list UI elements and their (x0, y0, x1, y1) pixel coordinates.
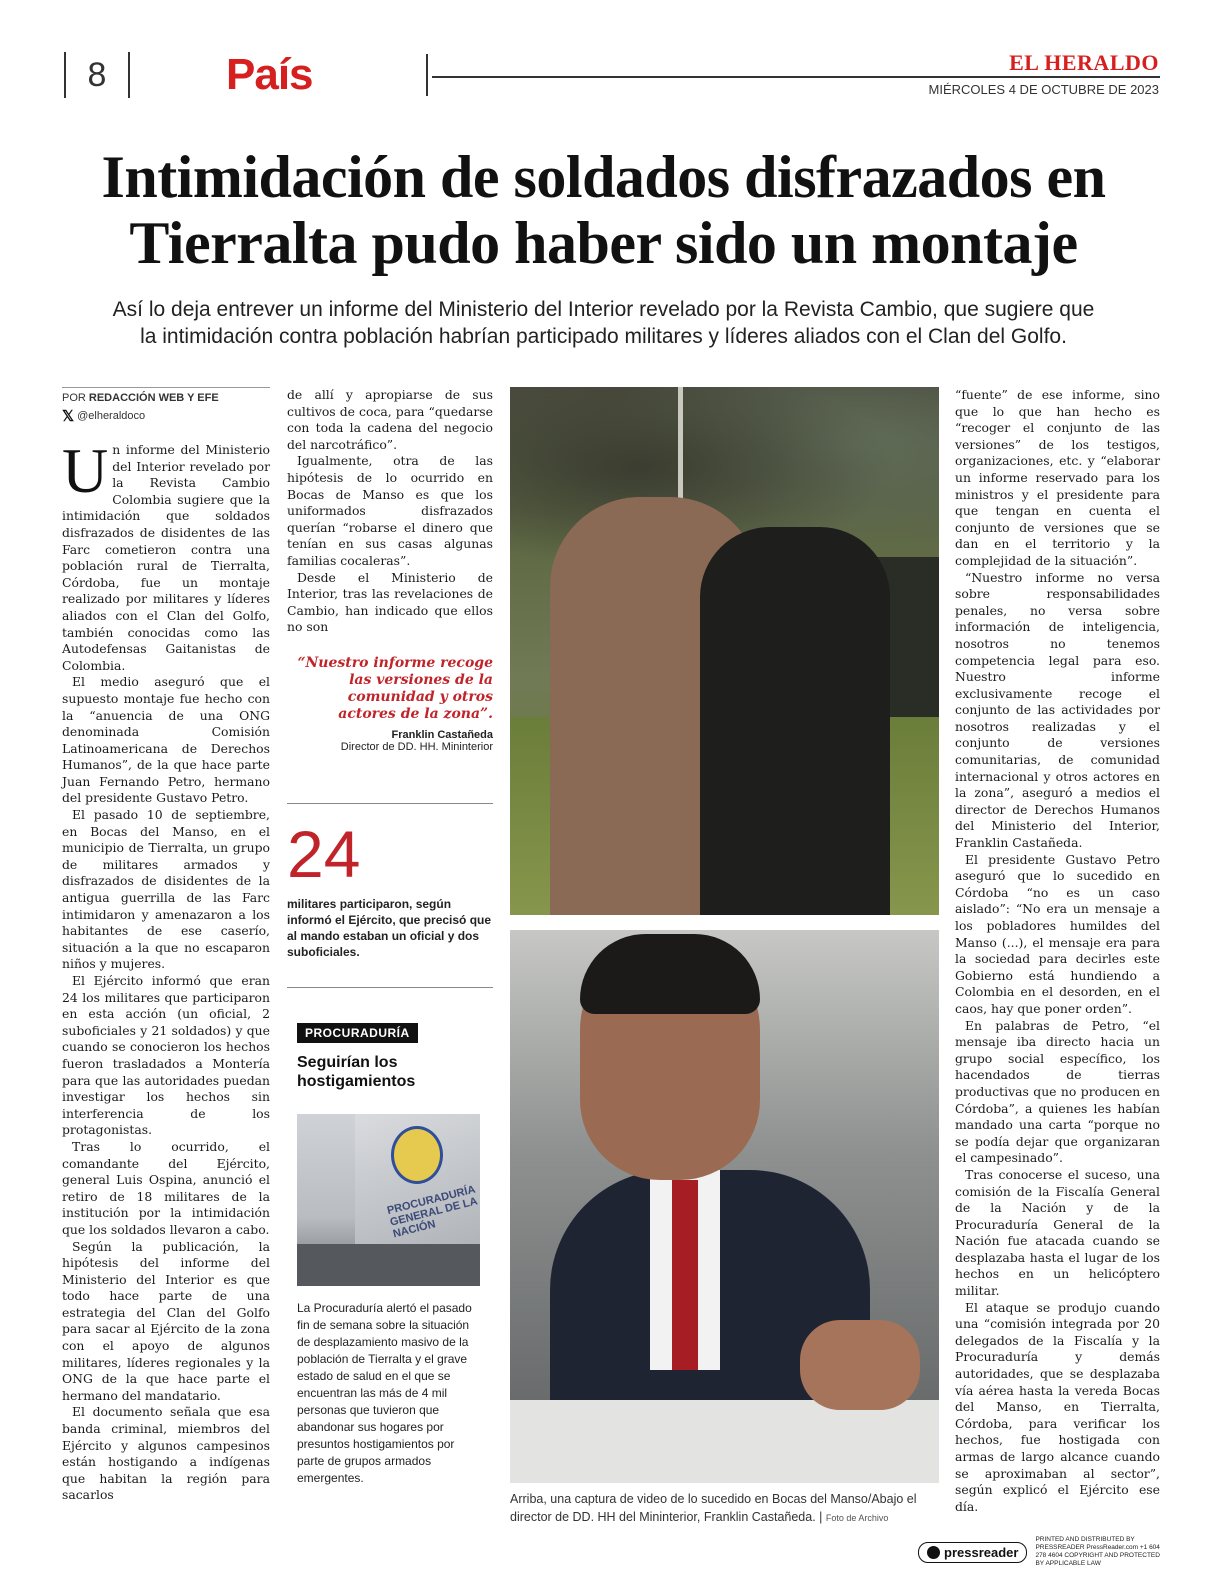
header-divider (426, 54, 428, 96)
deck-line-2: la intimidación contra población habrían participado militares y líderes aliados con el Clan del Golfo. (140, 325, 1067, 348)
drop-cap: U (62, 435, 109, 506)
photo-uniformed-man (700, 527, 890, 915)
paragraph: de allí y apropiarse de sus cultivos de coca, para “quedarse con toda la cadena del negocio del narcotráfico”. (287, 387, 493, 452)
sidebar-box (297, 1022, 480, 1485)
pull-quote-text: “Nuestro informe recoge las versiones de la comunidad y otros actores de la zona”. (297, 655, 493, 722)
stat-divider-bottom (287, 987, 493, 988)
paragraph: “Nuestro informe no versa sobre responsabilidades penales, no versa sobre información de inteligencia, nosotros no tenemos competencia legal para eso. Nuestro informe exclusivamente recoge el conjunto de las actividades por nosotros realizadas y el conjunto de versiones comunitarias, de comunidad internacional y otros actores en la zona”, aseguró a medios el director de Derechos Humanos del Ministerio del Interior, Franklin Castañeda. (955, 569, 1160, 851)
headline-line-1: Intimidación de soldados disfrazados en (101, 144, 1106, 210)
paragraph: Tras conocerse el suceso, una comisión de la Fiscalía General de la Nación y de la Procuraduría General de la Nación fue atacada cuando se desplazaba hasta el lugar de los hechos en un helicóptero militar. (955, 1166, 1160, 1299)
pressreader-brand: pressreader (944, 1544, 1019, 1560)
paragraph: El pasado 10 de septiembre, en Bocas del Manso, en el municipio de Tierralta, un grupo de militares armados y disfrazados de disidentes de la antigua guerrilla de las Farc intimidaron y amenazaron a los habitantes de ese caserío, situación a la que no escaparon niños y mujeres. (62, 807, 270, 972)
masthead-logo: EL HERALDO (1009, 50, 1159, 75)
pull-quote-role: Director de DD. HH. Mininterior (340, 741, 493, 753)
paragraph: Un informe del Ministerio del Interior revelado por la Revista Cambio Colombia sugiere que la intimidación que soldados disfrazados de disidentes de las Farc cometieron contra una población rural de Tierralta, Córdoba, fue un montaje realizado por militares y líderes aliados con el Clan del Golfo, también conocidas como las Autodefensas Gaitanistas de Colombia. (62, 435, 270, 673)
byline-handle-row (62, 407, 270, 425)
paragraph: El ataque se produjo cuando una “comisión integrada por 20 delegados de la Fiscalía y la Procuraduría y demás autoridades, que se desplazaba vía aérea hasta la vereda Bocas del Manso, en Tierralta, Córdoba, para verificar los hechos, fue hostigada con armas de largo alcance cuando se aproximaban al sector”, según explicó el Ejército ese día. (955, 1299, 1160, 1514)
byline (62, 387, 270, 425)
photo-sign-text: PROCURADURÍA GENERAL DE LA NACIÓN (385, 1183, 479, 1241)
paragraph: “fuente” de ese informe, sino que lo que han hecho es “recoger el conjunto de las versiones” de los testigos, organizaciones, etc. y “elaborar un informe reservado para los ministros y el presidente para que tengan en cuenta el conjunto de versiones que se dan en el territorio y la complejidad de la situación”. (955, 387, 1160, 568)
x-logo-icon: 𝕏 (62, 408, 75, 425)
pull-quote (287, 655, 493, 753)
headline-line-2: Tierralta pudo haber sido un montaje (129, 210, 1078, 276)
coat-of-arms-icon (391, 1126, 443, 1184)
photo-floor (297, 1244, 480, 1286)
page-number: 8 (64, 52, 130, 98)
deck (40, 296, 1167, 350)
section-title: País (226, 50, 313, 99)
pressreader-footer (918, 1536, 1165, 1568)
article-column-3 (955, 387, 1160, 1515)
photo-hair (580, 934, 760, 1014)
byline-prefix: POR (62, 392, 86, 404)
paragraph: El Ejército informó que eran 24 los militares que participaron en esta acción (un oficial, 2 suboficiales y 21 soldados) y que cuando se conocieron los hechos fueron trasladados a Montería para que las autoridades puedan investigar los hechos sin interferencia de los protagonistas. (62, 973, 270, 1138)
issue-date: MIÉRCOLES 4 DE OCTUBRE DE 2023 (928, 82, 1159, 97)
stat-divider-top (287, 803, 493, 804)
sidebar-label: PROCURADURÍA (297, 1023, 418, 1043)
paragraph: En palabras de Petro, “el mensaje iba directo hacia un grupo social específico, los hacendados de tierras productivas que no producen en Córdoba”, a quienes les habían mandado una carta “porque no se podía dejar que organizaran el campesinado”. (955, 1017, 1160, 1166)
pressreader-note: PRINTED AND DISTRIBUTED BY PRESSREADER PressReader.com +1 604 278 4604 COPYRIGHT AND PROTECTED BY APPLICABLE LAW (1035, 1536, 1160, 1567)
paragraph: Tras lo ocurrido, el comandante del Ejército, general Luis Ospina, anunció el retiro de 18 militares de la institución por la intimidación que los soldados llevaron a cabo. (62, 1138, 270, 1237)
video-capture-photo (510, 387, 939, 915)
paragraph: Según la publicación, la hipótesis del informe del Ministerio del Interior es que todo hace parte de una estrategia del Clan del Golfo para sacar al Ejército de la zona con el apoyo de algunos militares, líderes regionales y la ONG de la que hace parte el hermano del mandatario. (62, 1238, 270, 1403)
headline (40, 144, 1167, 276)
procuraduria-building-photo (297, 1114, 480, 1286)
caption-credit: Foto de Archivo (825, 1513, 889, 1523)
sidebar-body: La Procuraduría alertó el pasado fin de semana sobre la situación de desplazamiento masivo de la población de Tierralta y el grave estado de salud en el que se encuentran las más de 4 mil personas que tuvieron que abandonar sus hogares por presuntos hostigamientos por parte de grupos armados emergentes. (297, 1301, 472, 1485)
photo-tie (672, 1180, 698, 1370)
article-column-2 (287, 387, 493, 636)
paragraph: El medio aseguró que el supuesto montaje fue hecho con la “anuencia de una ONG denominada Comisión Latinoamericana de Derechos Humanos”, de la que hace parte Juan Fernando Petro, hermano del presidente Gustavo Petro. (62, 674, 270, 806)
sidebar-title: Seguirían los hostigamientos (297, 1054, 416, 1090)
photo-table (510, 1400, 939, 1483)
byline-handle: @elheraldoco (77, 410, 146, 422)
article-column-1 (62, 435, 270, 1504)
page-header (0, 0, 1207, 110)
deck-line-1: Así lo deja entrever un informe del Ministerio del Interior revelado por la Revista Cambio, que sugiere que (112, 298, 1095, 321)
pull-quote-author: Franklin Castañeda (391, 729, 493, 741)
stat-number: 24 (287, 817, 361, 891)
paragraph: Igualmente, otra de las hipótesis de lo ocurrido en Bocas de Manso es que los uniformados disfrazados querían “robarse el dinero que tenían en sus casas algunas familias cocaleras”. (287, 453, 493, 568)
stat-text: militares participaron, según informó el Ejército, que precisó que al mando estaban un oficial y dos suboficiales. (287, 897, 492, 959)
caption-text: Arriba, una captura de video de lo sucedido en Bocas del Manso/Abajo el director de DD. HH del Mininterior, Franklin Castañeda. | (510, 1492, 917, 1524)
paragraph: El documento señala que esa banda criminal, miembros del Ejército y algunos campesinos están hostigando a indígenas que habitan la región para sacarlos (62, 1404, 270, 1503)
pressreader-icon (927, 1546, 940, 1559)
paragraph: Desde el Ministerio de Interior, tras las revelaciones de Cambio, han indicado que ellos no son (287, 569, 493, 635)
header-rule (432, 76, 1160, 78)
byline-name: REDACCIÓN WEB Y EFE (88, 392, 219, 404)
pressreader-logo[interactable] (918, 1542, 1027, 1563)
photo-hand (800, 1320, 920, 1410)
paragraph: El presidente Gustavo Petro aseguró que lo sucedido en Córdoba “no es un caso aislado”: “No era un mensaje a los pobladores humildes del Manso (...), el mensaje era para la sociedad para decirles este Gobierno está hundiendo a Colombia en el desorden, en el caos, hay que poner orden”. (955, 851, 1160, 1016)
photo-caption (510, 1490, 939, 1527)
castaneda-portrait-photo (510, 930, 939, 1483)
